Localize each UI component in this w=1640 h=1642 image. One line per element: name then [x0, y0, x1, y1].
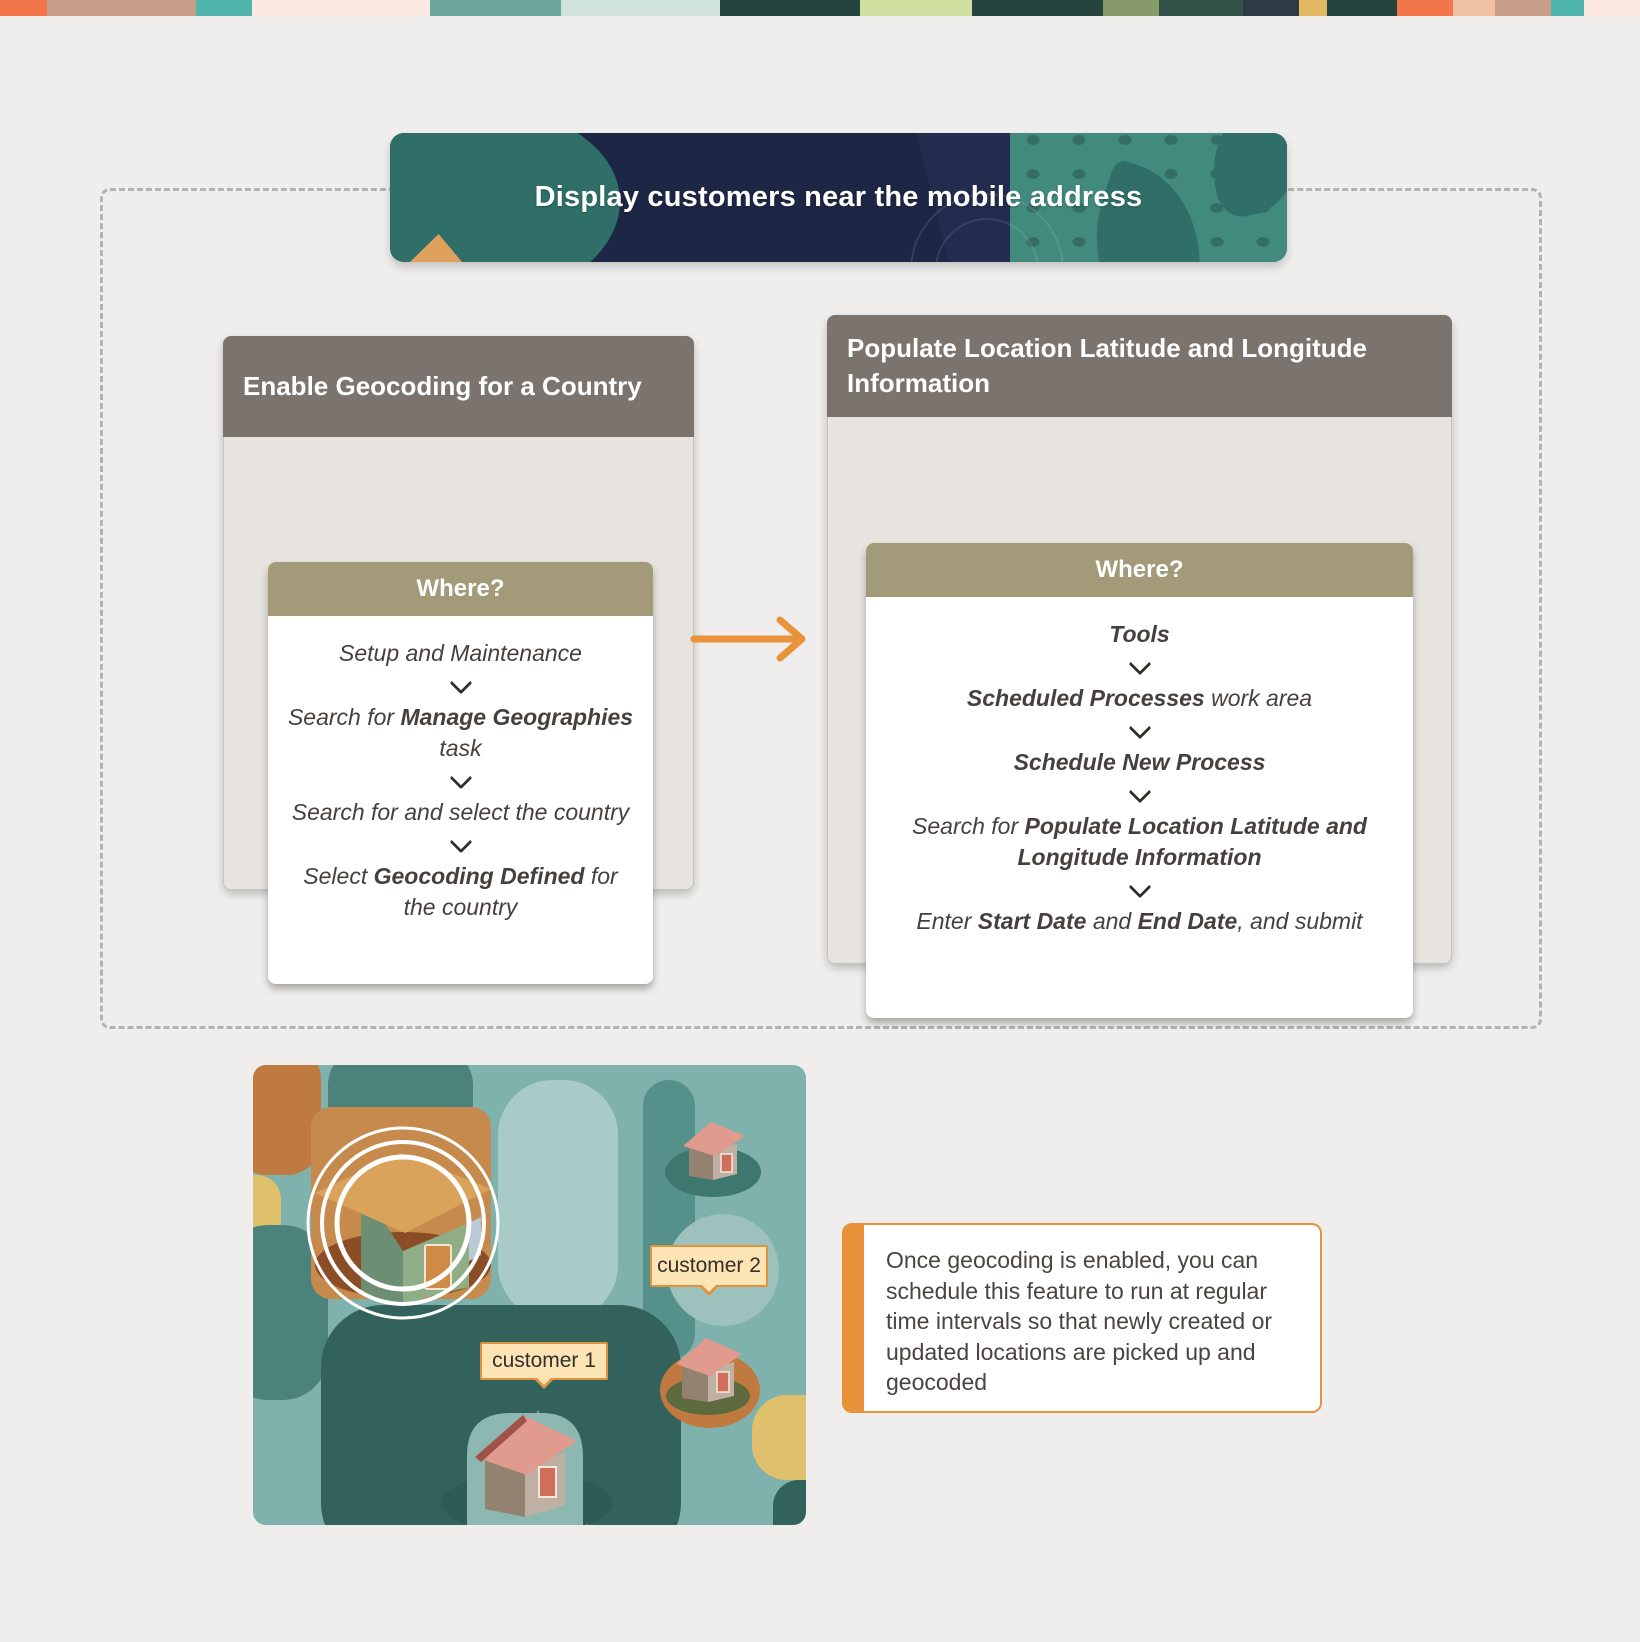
flow-step: Setup and Maintenance	[339, 640, 582, 666]
where-card	[866, 543, 1413, 1018]
panel-enable-geocoding	[223, 336, 694, 921]
flow-step: Search for Manage Geographies task	[287, 704, 634, 762]
where-card	[268, 562, 653, 984]
strip-segment	[972, 0, 1103, 16]
chevron-down-icon	[1128, 717, 1151, 740]
flow-step: Select Geocoding Defined for the country	[303, 863, 618, 921]
strip-segment	[860, 0, 972, 16]
customer-2-label-text: customer 2	[657, 1254, 761, 1277]
map-illustration-art	[253, 1065, 806, 1525]
strip-segment	[47, 0, 197, 16]
callout-note	[842, 1223, 1322, 1413]
panel-header	[827, 315, 1452, 417]
strip-segment	[720, 0, 860, 16]
callout-text: Once geocoding is enabled, you can schedule this feature to run at regular time intervals so that newly created or updated locations are picked up and geocoded	[886, 1247, 1273, 1396]
strip-segment	[1103, 0, 1159, 16]
strip-segment	[1159, 0, 1243, 16]
where-header	[866, 543, 1413, 597]
chevron-down-icon	[1128, 781, 1151, 804]
where-label: Where?	[416, 575, 505, 602]
chevron-down-icon	[1128, 653, 1151, 676]
flow-step: Tools	[1109, 621, 1170, 647]
where-header	[268, 562, 653, 616]
strip-segment	[430, 0, 561, 16]
flow-step: Search for and select the country	[291, 799, 630, 826]
map-illustration	[253, 1065, 806, 1525]
customer-2-label	[650, 1245, 768, 1287]
strip-segment	[0, 0, 47, 16]
where-label: Where?	[1095, 556, 1184, 583]
steps-list	[268, 616, 653, 984]
title-banner	[390, 133, 1287, 262]
strip-segment	[1584, 0, 1640, 16]
chevron-down-icon	[449, 767, 472, 790]
strip-segment	[1299, 0, 1327, 16]
customer-1-label	[480, 1342, 608, 1380]
customer-1-label-text: customer 1	[492, 1349, 596, 1372]
strip-segment	[1243, 0, 1299, 16]
chevron-down-icon	[1128, 876, 1151, 899]
panel-populate-lat-long	[827, 315, 1452, 964]
flow-step: Enter Start Date and End Date, and submit	[916, 908, 1363, 935]
panel-body	[223, 437, 694, 921]
flow-step: Schedule New Process	[1013, 749, 1266, 776]
arrow-right-icon	[688, 612, 820, 666]
strip-segment	[1495, 0, 1551, 16]
strip-segment	[1327, 0, 1397, 16]
chevron-down-icon	[449, 672, 472, 695]
page-title: Display customers near the mobile address	[534, 181, 1143, 213]
strip-segment	[1453, 0, 1495, 16]
decorative-top-strip	[0, 0, 1640, 16]
strip-segment	[561, 0, 720, 16]
strip-segment	[1551, 0, 1584, 16]
panel-header	[223, 336, 694, 437]
panel-title: Enable Geocoding for a Country	[243, 371, 642, 402]
flow-step: Scheduled Processes work area	[966, 685, 1313, 712]
flow-step: Search for Populate Location Latitude and Longitude Information	[912, 813, 1367, 871]
strip-segment	[196, 0, 252, 16]
panel-title: Populate Location Latitude and Longitude Information	[847, 333, 1367, 398]
strip-segment	[1397, 0, 1453, 16]
panel-body	[827, 417, 1452, 964]
chevron-down-icon	[449, 831, 472, 854]
strip-segment	[252, 0, 430, 16]
steps-list	[866, 597, 1413, 1018]
